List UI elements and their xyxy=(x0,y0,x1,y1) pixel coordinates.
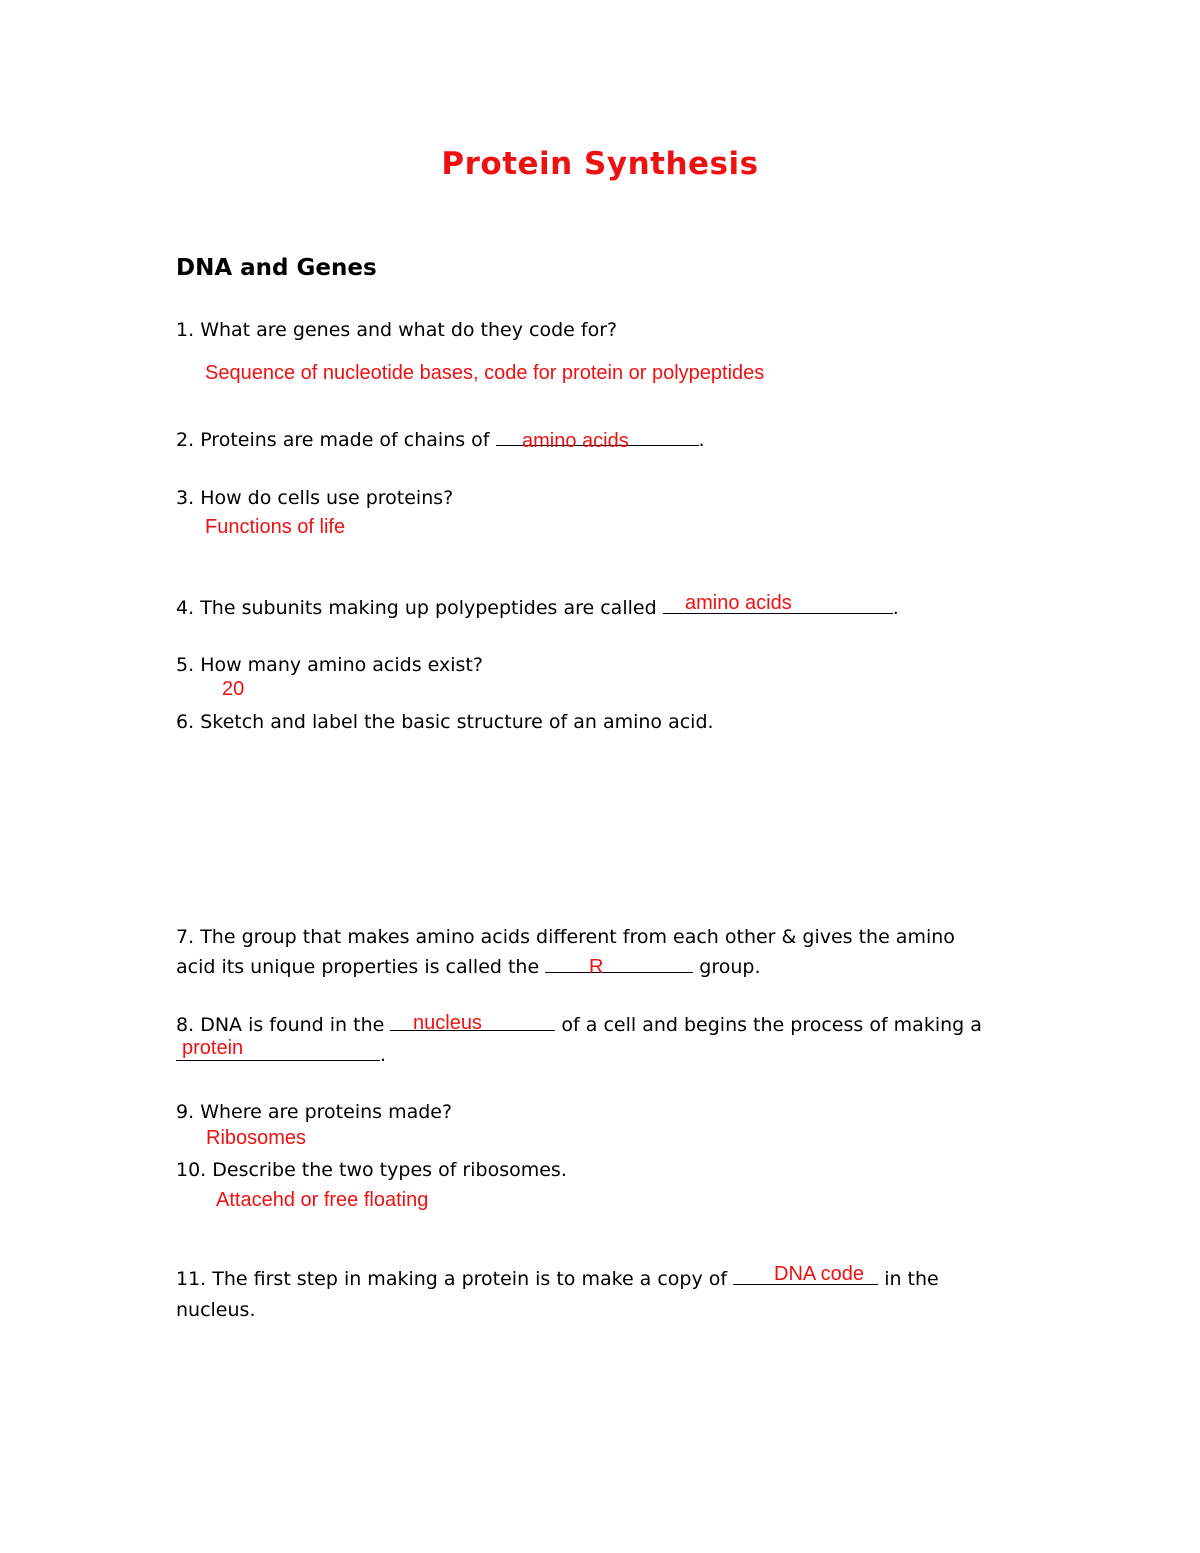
question-text: Proteins are made of chains of xyxy=(200,429,490,451)
question-number: 4. xyxy=(176,597,195,619)
answer-8b: protein xyxy=(182,1037,244,1059)
question-7-line-2 xyxy=(176,952,761,982)
question-number: 5. xyxy=(176,654,195,676)
question-11-line-2 xyxy=(176,1295,255,1325)
question-text: nucleus. xyxy=(176,1299,256,1321)
answer-11: DNA code xyxy=(774,1263,865,1285)
answer-4: amino acids xyxy=(685,592,792,614)
question-text-end: . xyxy=(892,597,899,619)
question-text-end: . xyxy=(698,429,705,451)
question-10 xyxy=(176,1155,567,1185)
question-text: The first step in making a protein is to make a copy of xyxy=(212,1268,728,1290)
question-6 xyxy=(176,707,714,737)
question-text: The group that makes amino acids different from each other & gives the amino xyxy=(200,926,955,948)
question-number: 3. xyxy=(176,487,195,509)
question-text: What are genes and what do they code for? xyxy=(200,319,618,341)
question-text: Where are proteins made? xyxy=(200,1101,453,1123)
question-text: acid its unique properties is called the xyxy=(176,956,540,978)
question-text: Describe the two types of ribosomes. xyxy=(212,1159,567,1181)
answer-8a: nucleus xyxy=(413,1012,482,1034)
answer-2: amino acids xyxy=(522,430,629,452)
question-7 xyxy=(176,922,955,952)
question-number: 8. xyxy=(176,1014,195,1036)
answer-7: R xyxy=(589,956,604,978)
answer-10: Attacehd or free floating xyxy=(216,1189,429,1211)
page-title: Protein Synthesis xyxy=(441,146,759,182)
question-text: How do cells use proteins? xyxy=(200,487,454,509)
answer-9: Ribosomes xyxy=(206,1127,307,1149)
question-8 xyxy=(176,1010,982,1040)
question-9 xyxy=(176,1097,452,1127)
question-number: 1. xyxy=(176,319,195,341)
question-text: DNA is found in the xyxy=(200,1014,385,1036)
question-number: 2. xyxy=(176,429,195,451)
question-number: 9. xyxy=(176,1101,195,1123)
question-text: How many amino acids exist? xyxy=(200,654,483,676)
answer-1: Sequence of nucleotide bases, code for protein or polypeptides xyxy=(205,362,765,384)
question-text: The subunits making up polypeptides are called xyxy=(200,597,657,619)
question-text-end: group. xyxy=(699,956,761,978)
question-number: 10. xyxy=(176,1159,207,1181)
question-text-end: in the xyxy=(884,1268,939,1290)
question-text-end: . xyxy=(380,1044,387,1066)
question-number: 6. xyxy=(176,711,195,733)
answer-3: Functions of life xyxy=(205,516,346,538)
question-text-middle: of a cell and begins the process of making a xyxy=(561,1014,982,1036)
question-number: 7. xyxy=(176,926,195,948)
answer-blank xyxy=(545,954,693,973)
section-heading: DNA and Genes xyxy=(176,255,377,281)
question-text: Sketch and label the basic structure of an amino acid. xyxy=(200,711,714,733)
question-1 xyxy=(176,315,617,345)
question-3 xyxy=(176,483,453,513)
question-number: 11. xyxy=(176,1268,207,1290)
answer-5: 20 xyxy=(222,678,245,700)
